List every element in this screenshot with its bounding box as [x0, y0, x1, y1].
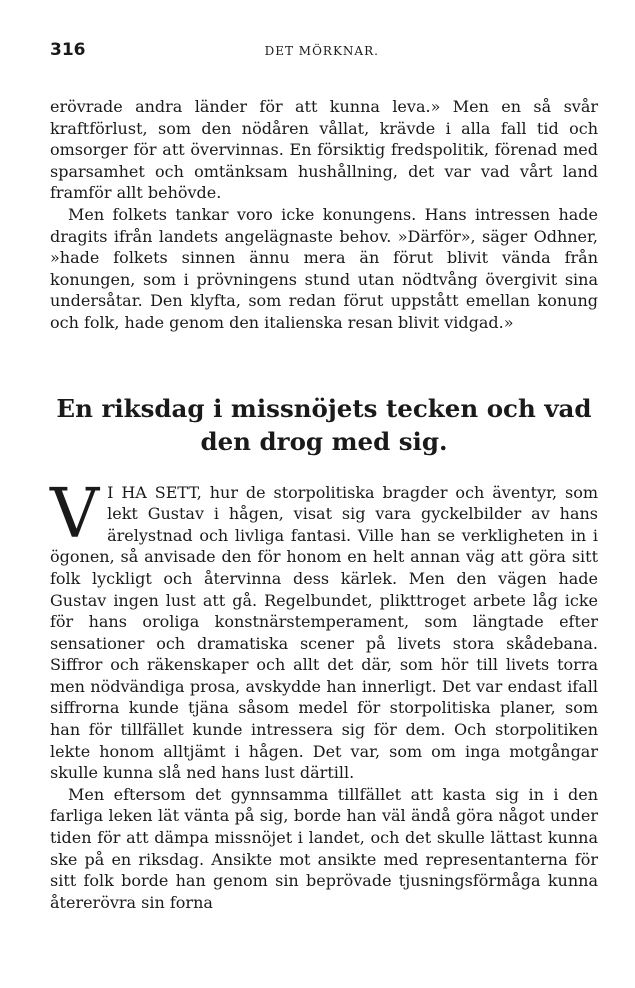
running-title: DET MÖRKNAR. — [264, 44, 379, 58]
chapter-heading-line-1: En riksdag i missnöjets tecken och vad — [56, 393, 592, 423]
paragraph: Men folkets tankar voro icke konungens. Hans intressen hade dragits ifrån landets angelägnaste behov. »Därför», säger Odhner, »hade folkets sinnen ännu mera än förut blivit vända från konungen, som i prövningens stund utan nödtvång övergivit sina undersåtar. Den klyfta, som redan förut uppstått emellan konung och folk, hade genom den italienska resan blivit vidgad.» — [50, 204, 598, 332]
chapter-heading — [50, 392, 598, 458]
page-number: 316 — [50, 40, 86, 60]
drop-cap: V — [50, 474, 100, 554]
book-page — [50, 40, 598, 913]
paragraph-with-drop-cap — [50, 474, 598, 784]
paragraph-text: I HA SETT, hur de storpolitiska bragder och äventyr, som lekt Gustav i hågen, visat sig vara gyckelbilder av hans ärelystnad och livliga fantasi. Ville han se verkligheten in i ögonen, så anvisade den för honom en helt annan väg att göra sitt folk lyckligt och återvinna dess kärlek. Men den vägen hade Gustav ingen lust att gå. Regelbundet, plikttroget arbete låg icke för hans oroliga konstnärstemperament, som längtade efter sensationer och dramatiska scener på livets stora skådebana. Siffror och räkenskaper och allt det där, som hör till livets torra men nödvändiga prosa, avskydde han innerligt. Det var endast ifall siffrorna kunde tjäna såsom medel för storpolitiska planer, som han för tillfället kunde intressera sig för dem. Och storpolitiken lekte honom alltjämt i hågen. Det var, som om inga motgångar skulle kunna slå ned hans lust därtill. — [50, 482, 598, 783]
section-two — [50, 474, 598, 914]
paragraph: Men eftersom det gynnsamma tillfället att kasta sig in i den farliga leken lät vänta på sig, borde han väl ändå göra något under tiden för att dämpa missnöjet i landet, och det skulle lättast kunna ske på en riksdag. Ansikte mot ansikte med representanterna för sitt folk borde han genom sin beprövade tjusningsförmåga kunna återerövra sin forna — [50, 784, 598, 912]
section-one — [50, 96, 598, 334]
chapter-heading-line-2: den drog med sig. — [200, 426, 448, 456]
page-header — [50, 40, 598, 66]
paragraph: erövrade andra länder för att kunna leva.» Men en så svår kraftförlust, som den nödåren vållat, krävde i alla fall tid och omsorger för att övervinnas. En försiktig fredspolitik, förenad med sparsamhet och omtänksam hushållning, det var vad vårt land framför allt behövde. — [50, 97, 598, 203]
